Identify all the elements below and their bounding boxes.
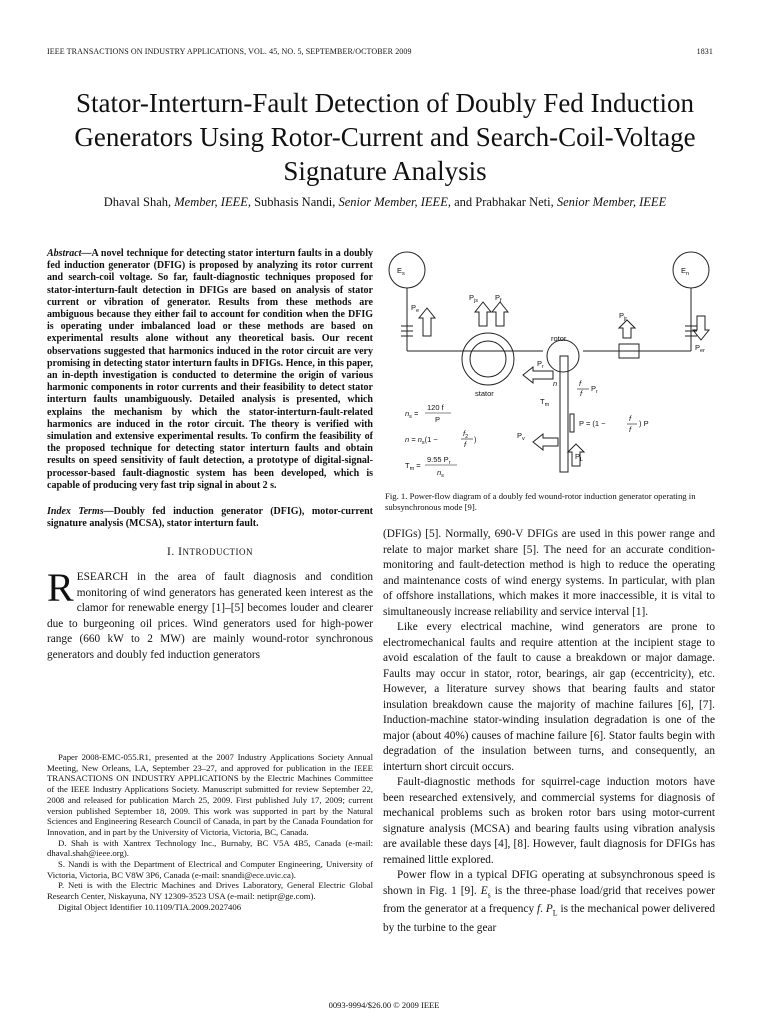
label-es: E	[397, 266, 403, 275]
grid-source-es	[389, 252, 425, 288]
eq-ns-lhs: n	[405, 409, 410, 418]
svg-text:ns	[437, 468, 444, 479]
svg-text:): )	[474, 435, 477, 444]
right-para-1: (DFIGs) [5]. Normally, 690-V DFIGs are used in this power range and relate to major market share [5]. The need for an accurate condition-monitoring and fault-detection method is high to reduce the operating and maintenance costs of wind energy systems. In particular, with plan of offshore installations, which makes it more inaccessible, it is vital to simultaneously increase reliability and service interval [1].	[383, 528, 715, 618]
author-1-role: Member, IEEE,	[174, 195, 251, 209]
paper-title: Stator-Interturn-Fault Detection of Doubly Fed Induction Generators Using Rotor-Current and Search-Coil-Voltage Signature Analysis	[74, 88, 696, 186]
eq-pm-tail: ) P	[639, 419, 649, 428]
label-pe-sub: e	[416, 308, 420, 314]
arrow-pjs	[475, 302, 491, 326]
svg-text:En	[681, 266, 689, 277]
eq-pm-num: f	[629, 414, 632, 423]
label-en: E	[681, 266, 687, 275]
right-para-4d: is the mechanical power delivered by the turbine to the gear	[383, 903, 715, 934]
svg-text:n = ns(1 −: $n = n_s(1$ −	[405, 435, 438, 446]
footnote-author-2: S. Nandi is with the Department of Electrical and Computer Engineering, University of Victoria, Victoria, BC V8W 3P6, Canada (e-mail: snandi@ece.uvic.ca).	[47, 859, 373, 880]
label-pe: P	[411, 303, 417, 312]
rotor-shaft	[560, 356, 568, 472]
index-terms	[47, 506, 373, 530]
drop-cap: R	[47, 565, 74, 611]
eq-ns-num: 120 f	[427, 403, 444, 412]
eq-n-num: f	[463, 429, 466, 438]
svg-text:P = (1 −	[579, 419, 606, 428]
arrow-pe	[419, 308, 435, 336]
page-number: 1831	[696, 47, 713, 56]
svg-text:Pf	[495, 293, 502, 304]
footnote-paper-info: Paper 2008-EMC-055.R1, presented at the 2007 Industry Applications Society Annual Meeting, New Orleans, LA, September 23–27, and approved for publication in the IEEE TRANSACTIONS ON INDUSTRY APPLICATIONS by the Electric Machines Committee of the IEEE Industry Applications Society. Manuscript submitted for review September 22, 2008 and released for publication March 25, 2009. First published July 17, 2009; current version published September 18, 2009. This work was supported in part by the Natural Sciences and Engineering Research Council of Canada, in part by the Canada Foundation for Innovation, and in part by the University of Victoria, Victoria, BC, Canada.	[47, 752, 373, 837]
label-pjr-sub: jr	[624, 316, 628, 322]
label-pf-sub: f	[500, 298, 502, 304]
svg-text:Pe	[411, 303, 419, 314]
eq-tm: T	[405, 461, 410, 470]
label-pl: P	[575, 452, 581, 461]
label-n: n	[553, 379, 558, 388]
eq-pr: P	[591, 384, 597, 393]
svg-text:Pjr	[619, 311, 627, 322]
first-page-footnote	[47, 752, 373, 913]
right-column	[383, 527, 715, 937]
footnote-author-3: P. Neti is with the Electric Machines and Drives Laboratory, General Electric Global Research Center, Niskayuna, NY 12309-3523 USA (e-mail: netipr@ge.com).	[47, 880, 373, 902]
left-column	[47, 248, 373, 663]
arrow-pf	[492, 302, 508, 326]
svg-text:Pjs	[469, 293, 478, 304]
svg-text:Pv	[517, 431, 525, 442]
eq-pm-rest: = (1 −	[583, 419, 606, 428]
svg-text:Per	[695, 343, 705, 354]
right-para-4-es: E	[480, 884, 488, 897]
label-en-sub: n	[686, 271, 690, 277]
svg-text:f	[579, 379, 582, 388]
section-rest: NTRODUCTION	[182, 547, 253, 558]
arrow-pjr	[619, 320, 635, 338]
copyright-footer: 0093-9994/$26.00 © 2009 IEEE	[328, 1000, 440, 1010]
label-pjs: P	[469, 293, 475, 302]
arrow-pv	[533, 434, 558, 450]
svg-text:f2	[463, 429, 468, 440]
label-pv: P	[517, 431, 523, 440]
eq-tm-den-sub: s	[441, 473, 444, 479]
eq-tm-num-sub: r	[448, 460, 451, 466]
grid-source-en	[673, 252, 709, 288]
author-1: Dhaval Shah,	[103, 195, 172, 209]
index-terms-text: Doubly fed induction generator (DFIG), motor-current signature analysis (MCSA), stator interturn fault.	[47, 506, 374, 530]
right-para-4	[383, 868, 715, 937]
author-2-role: Senior Member, IEEE,	[338, 195, 451, 209]
label-es-sub: s	[402, 271, 405, 277]
abstract-label: Abstract—	[47, 248, 92, 259]
right-para-3: Fault-diagnostic methods for squirrel-cage induction motors have been researched extensively, and commercial systems for diagnosis of mechanical problems such as broken rotor bars using motor-current signature analysis (MCSA) and bearing faults using vibration analysis are available these days [4], [8]. However, fault diagnosis for DFIGs has remained little explored.	[383, 776, 715, 866]
label-tm: T	[540, 397, 545, 406]
eq-n-rest: (1 −	[424, 435, 438, 444]
author-line	[40, 195, 730, 210]
right-para-4a: Power flow in a typical DFIG operating at subsynchronous speed is shown in Fig. 1 [9].	[383, 869, 715, 897]
eq-tm-sub: m	[409, 466, 415, 472]
svg-text:Tm =: $T_m$ =	[405, 461, 421, 472]
eq-tm-den: n	[437, 468, 442, 477]
section-heading	[47, 546, 373, 558]
eq-tm-num: 9.55 P	[427, 455, 449, 464]
eq-n-num-sub: 2	[465, 434, 469, 440]
label-pf: P	[495, 293, 501, 302]
running-header	[47, 47, 713, 56]
eq-f2: f	[579, 379, 582, 388]
eq-pr-sub: r	[596, 389, 598, 395]
eq-ns-sub: s	[409, 414, 412, 420]
svg-text:Tm	[540, 397, 550, 408]
label-tm-sub: m	[544, 402, 550, 408]
intro-paragraph	[47, 565, 373, 663]
footnote-doi: Digital Object Identifier 10.1109/TIA.2009.2027406	[58, 901, 242, 912]
eq-ns-den: P	[435, 415, 441, 424]
label-pjs-sub: js	[474, 298, 478, 304]
author-3: Prabhakar Neti,	[475, 195, 554, 209]
eq-pm: P	[579, 419, 584, 428]
author-and: and	[454, 195, 473, 209]
right-para-4c: .	[540, 903, 543, 916]
right-para-4-pl: P	[545, 903, 553, 916]
svg-text:9.55 Pr	[427, 455, 451, 466]
eq-f: f	[580, 389, 583, 398]
intro-text: ESEARCH in the area of fault diagnosis and condition monitoring of wind generators has generated keen interest as the clamor for renewable energy [1]–[5] becomes louder and clearer due to burgeoning oil prices. Wind generators used for high-power range (660 kW to 2 MW) are mainly wound-rotor synchronous generators and doubly fed induction generators	[47, 571, 373, 661]
label-per-sub: er	[700, 348, 705, 354]
label-rotor: rotor	[551, 334, 567, 343]
label-stator: stator	[475, 389, 494, 398]
abstract-text: A novel technique for detecting stator interturn faults in a doubly fed induction generator (DFIG) is proposed by analyzing its rotor current and search-coil voltage. So far, fault-diagnostic techniques proposed for stator-interturn-fault detection in DFIGs are based on analysis of stator current or vibration of generator. Results from these methods are ambiguous because they either fail to account for condition when the DFIG is operating under imbalanced load or these methods are based on experimental results alone without any theoretical basis. Our recent observations suggested that harmonics induced in the rotor circuit are very promising in detecting stator interturn faults in DFIGs. Hence, in this paper, an in-depth investigation is conducted to determine the origin of various harmonic components in rotor currents and their feasibility to detect stator interturn faults unambiguously. Detailed analysis is presented, which explains the mechanism by which the stator-interturn-fault-related harmonics are induced in the rotor circuit. The theory is verified with simulation and extensive experimental results. To confirm the feasibility of the proposed technique for detecting stator interturn faults and obtain results on speed sensitivity of fault detection, a prototype of digital-signal-processor-based fault-diagnostic system has been developed, which is capable of producing very fast trip signal in about 2 s.	[47, 248, 373, 491]
footnote-author-1: D. Shah is with Xantrex Technology Inc., Burnaby, BC V5A 4B5, Canada (e-mail: dhaval.shah@ieee.org).	[47, 837, 373, 859]
svg-text:Pr	[591, 384, 598, 395]
svg-text:ns =: $n_s$ =	[405, 409, 419, 420]
svg-text:Pr	[537, 359, 544, 370]
label-pjr: P	[619, 311, 625, 320]
eq-n-den: f	[464, 440, 467, 449]
label-per: P	[695, 343, 701, 352]
label-pr-left-sub: r	[542, 364, 544, 370]
abstract	[47, 248, 373, 492]
figure-caption: Fig. 1. Power-flow diagram of a doubly fed wound-rotor induction generator operating in subsynchronous mode [9].	[385, 491, 696, 512]
right-para-4-pl-sub: L	[552, 908, 558, 918]
section-number: I.	[167, 546, 175, 559]
label-pl-sub: L	[580, 457, 584, 463]
eq-pm-den: f	[629, 425, 632, 434]
svg-text:PL	[575, 452, 583, 463]
journal-name: IEEE TRANSACTIONS ON INDUSTRY APPLICATIONS, VOL. 45, NO. 5, SEPTEMBER/OCTOBER 2009	[47, 47, 412, 56]
right-para-4b: is the three-phase load/grid that receives power from the generator at a frequency	[383, 884, 716, 916]
eq-n: n = n	[405, 435, 422, 444]
author-2: Subhasis Nandi,	[254, 195, 336, 209]
svg-text:Es	[397, 266, 405, 277]
author-3-role: Senior Member, IEEE	[556, 195, 667, 209]
right-para-4-es-sub: s	[487, 889, 491, 899]
index-terms-label: Index Terms—	[47, 506, 114, 518]
power-flow-diagram	[383, 246, 719, 486]
right-para-4-f: f	[536, 903, 541, 916]
section-first-letter: I	[178, 546, 183, 559]
label-pr-left: P	[537, 359, 543, 368]
arrow-pr	[523, 367, 553, 383]
label-pv-sub: v	[522, 436, 525, 442]
right-para-2: Like every electrical machine, wind generators are prone to electromechanical faults and require attention at the incipient stage to avoid escalation of the fault to cause a breakdown or major damage. Faults may occur in stator, rotor, bearings, air gap (eccentricity), etc. However, a literature survey shows that bearing faults and stator insulation breakdown cause the majority of machine failures [6], [7]. Induction-machine stator-winding insulation degradation is one of the major (about 40%) causes of machine failure [6]. Stator faults begin with degradation of the insulation between turns, and consequently, an interturn short circuit occurs.	[383, 621, 715, 773]
